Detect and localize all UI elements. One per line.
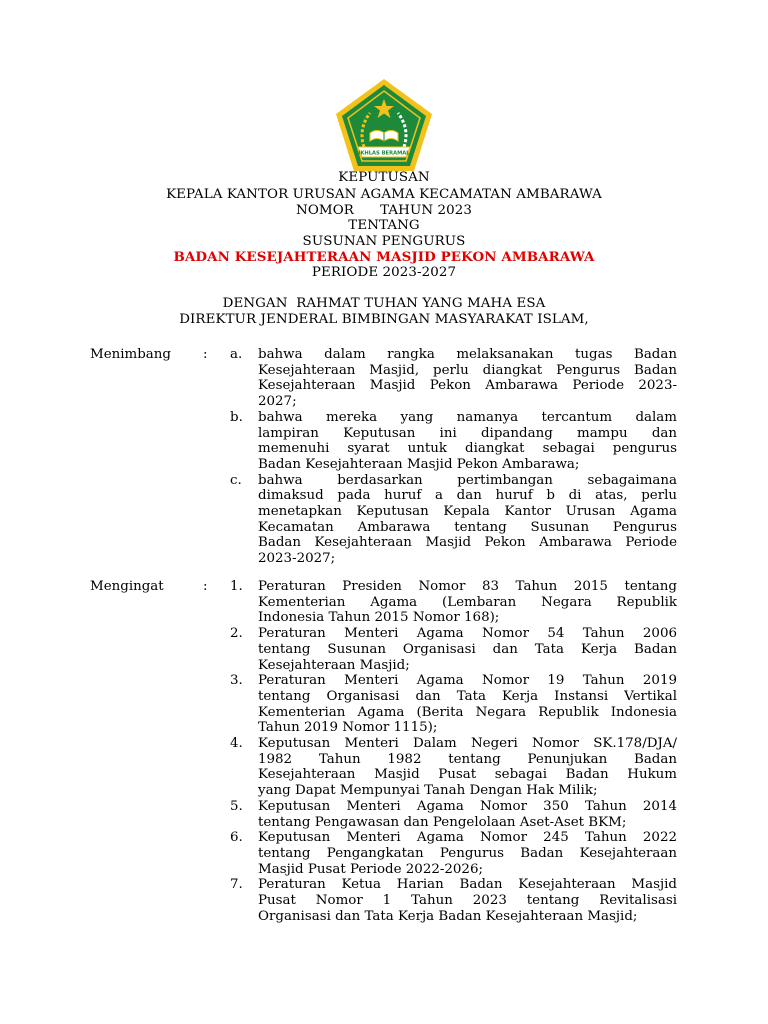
mengingat-item-line: tentang Organisasi dan Tata Kerja Instansi Vertikal <box>258 688 677 704</box>
mengingat-colon: : <box>203 579 208 594</box>
mengingat-label: Mengingat <box>90 579 164 594</box>
mengingat-item-marker: 7. <box>230 877 243 893</box>
mengingat-item-line: tentang Pengawasan dan Pengelolaan Aset-Aset BKM; <box>258 814 627 830</box>
menimbang-item-line: bahwa berdasarkan pertimbangan sebagaimana <box>258 472 677 488</box>
logo-ribbon-text: IKHLAS BERAMAL <box>358 150 410 157</box>
mengingat-item-line: Peraturan Ketua Harian Badan Kesejahteraan Masjid <box>258 877 677 893</box>
mengingat-item-line: Kementerian Agama (Lembaran Negara Republik <box>258 594 677 610</box>
menimbang-item-line: Badan Kesejahteraan Masjid Pekon Ambarawa Periode <box>258 535 677 551</box>
doc-issuer: KEPALA KANTOR URUSAN AGAMA KECAMATAN AMBARAWA <box>166 187 602 202</box>
doc-period: PERIODE 2023-2027 <box>311 265 457 280</box>
mengingat-item-line: Peraturan Menteri Agama Nomor 54 Tahun 2006 <box>258 626 677 642</box>
mengingat-item-line: Kesejahteraan Masjid; <box>258 657 410 673</box>
mengingat-item-line: Tahun 2019 Nomor 1115); <box>258 720 438 736</box>
mengingat-item-line: Peraturan Menteri Agama Nomor 19 Tahun 2019 <box>258 673 677 689</box>
mengingat-item-marker: 6. <box>230 830 243 846</box>
mengingat-item-line: Kesejahteraan Masjid Pusat sebagai Badan Hukum <box>258 767 677 783</box>
doc-invocation: DENGAN RAHMAT TUHAN YANG MAHA ESA <box>222 296 546 311</box>
menimbang-item-line: memenuhi syarat untuk diangkat sebagai pengurus <box>258 441 677 457</box>
menimbang-colon: : <box>203 347 208 362</box>
menimbang-label: Menimbang <box>90 347 171 362</box>
mengingat-item-line: Keputusan Menteri Dalam Negeri Nomor SK.178/DJA/ <box>258 736 677 751</box>
mengingat-item-line: tentang Pengangkatan Pengurus Badan Kesejahteraan <box>258 845 677 861</box>
mengingat-item-marker: 5. <box>230 798 243 814</box>
menimbang-item-line: Kesejahteraan Masjid Pekon Ambarawa Periode 2023- <box>258 378 677 394</box>
mengingat-item-marker: 2. <box>230 626 243 642</box>
menimbang-item-line: lampiran Keputusan ini dipandang mampu dan <box>258 425 677 441</box>
doc-number: NOMOR TAHUN 2023 <box>296 203 472 218</box>
mengingat-item-line: tentang Susunan Organisasi dan Tata Kerja Badan <box>258 641 677 657</box>
menimbang-item-marker: c. <box>230 472 242 488</box>
menimbang-item-line: menetapkan Keputusan Kepala Kantor Urusan Agama <box>258 504 677 519</box>
menimbang-item-line: Kecamatan Ambarawa tentang Susunan Pengurus <box>258 519 677 535</box>
doc-directorate: DIREKTUR JENDERAL BIMBINGAN MASYARAKAT ISLAM, <box>179 312 589 327</box>
menimbang-item-marker: b. <box>230 409 243 425</box>
menimbang-item-line: Kesejahteraan Masjid, perlu diangkat Pengurus Badan <box>258 362 677 378</box>
menimbang-item-marker: a. <box>230 347 243 362</box>
menimbang-item-line: Badan Kesejahteraan Masjid Pekon Ambarawa; <box>258 456 580 472</box>
mengingat-item-line: Pusat Nomor 1 Tahun 2023 tentang Revitalisasi <box>258 893 677 908</box>
mengingat-item-line: Organisasi dan Tata Kerja Badan Kesejahteraan Masjid; <box>258 908 638 924</box>
mengingat-item-line: Indonesia Tahun 2015 Nomor 168); <box>258 610 500 626</box>
doc-title: KEPUTUSAN <box>338 170 430 185</box>
menimbang-item-line: 2023-2027; <box>258 551 336 567</box>
mengingat-item-line: Peraturan Presiden Nomor 83 Tahun 2015 tentang <box>258 579 677 594</box>
menimbang-item-line: bahwa dalam rangka melaksanakan tugas Badan <box>258 347 677 362</box>
mengingat-item-marker: 3. <box>230 673 243 689</box>
doc-organization: BADAN KESEJAHTERAAN MASJID PEKON AMBARAWA <box>173 249 595 265</box>
menimbang-item-line: 2027; <box>258 394 297 410</box>
menimbang-item-line: bahwa mereka yang namanya tercantum dalam <box>258 409 677 425</box>
doc-about: TENTANG <box>348 218 420 233</box>
mengingat-item-line: Keputusan Menteri Agama Nomor 245 Tahun 2022 <box>258 830 677 846</box>
kemenag-emblem-icon <box>334 77 434 173</box>
mengingat-item-line: Kementerian Agama (Berita Negara Republik Indonesia <box>258 704 677 720</box>
mengingat-item-line: yang Dapat Mempunyai Tanah Dengan Hak Milik; <box>258 783 598 799</box>
doc-subject: SUSUNAN PENGURUS <box>302 234 466 249</box>
menimbang-item-line: dimaksud pada huruf a dan huruf b di atas, perlu <box>258 488 677 504</box>
mengingat-item-line: Keputusan Menteri Agama Nomor 350 Tahun 2014 <box>258 798 677 814</box>
mengingat-item-marker: 4. <box>230 736 243 751</box>
mengingat-item-line: Masjid Pusat Periode 2022-2026; <box>258 861 483 877</box>
mengingat-item-line: 1982 Tahun 1982 tentang Penunjukan Badan <box>258 751 677 767</box>
mengingat-item-marker: 1. <box>230 579 243 594</box>
